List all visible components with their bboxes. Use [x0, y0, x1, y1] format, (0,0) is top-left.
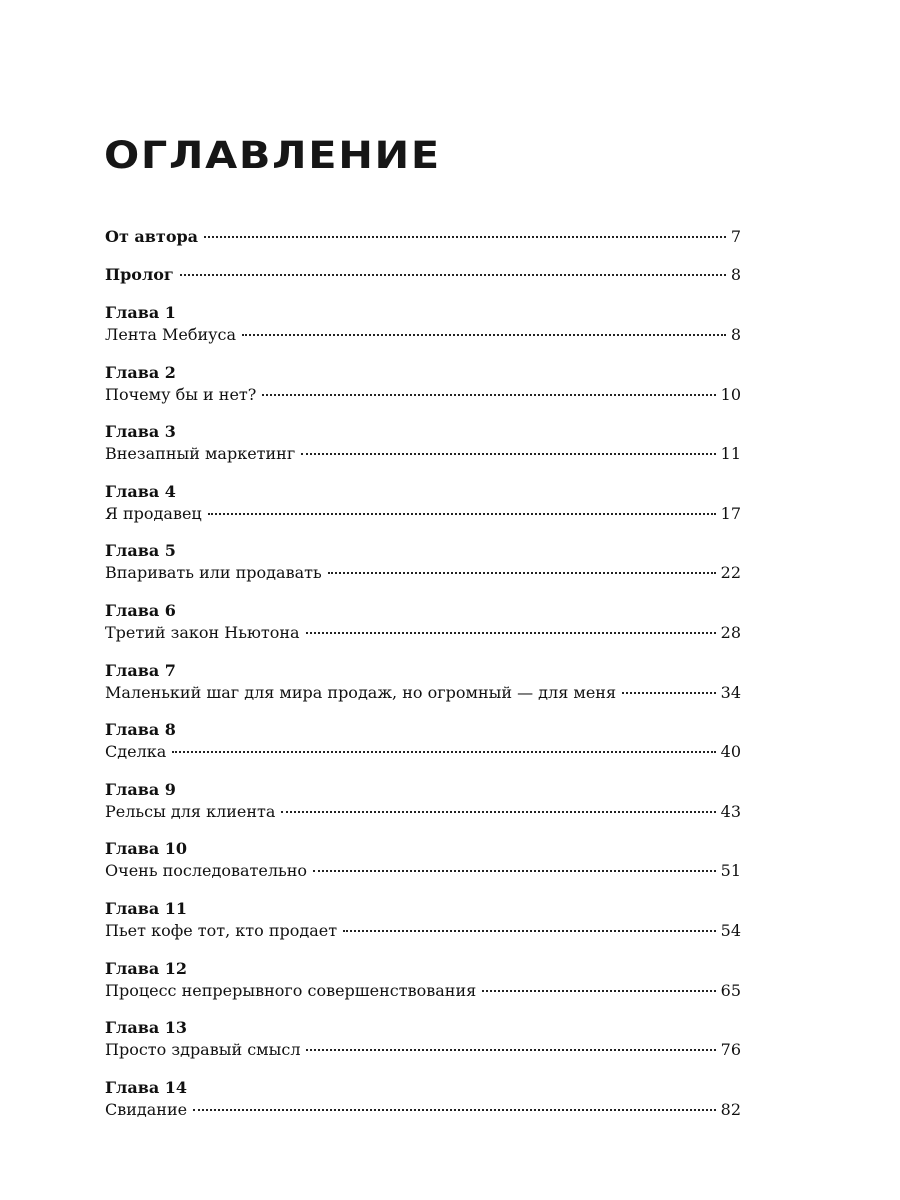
toc-entry-chapter-12 [105, 958, 741, 1018]
toc-entry-title: Процесс непрерывного совершенствования [105, 980, 477, 1000]
toc-page-number: 76 [720, 1040, 741, 1060]
toc-entry-title: Внезапный маркетинг [105, 444, 296, 464]
toc-entry-prologue [105, 264, 741, 302]
toc-page-number: 43 [720, 801, 741, 821]
toc-page-number: 7 [730, 227, 741, 246]
dot-leader [301, 453, 715, 455]
toc-page-number: 17 [720, 503, 741, 523]
toc-entry-chapter-9 [105, 779, 741, 839]
dot-leader [281, 811, 715, 813]
toc-entry-chapter-11 [105, 898, 741, 958]
chapter-label: Глава 2 [105, 362, 176, 382]
dot-leader [193, 1109, 716, 1111]
toc-entry-chapter-14 [105, 1077, 741, 1137]
dot-leader [204, 236, 726, 238]
page-title: ОГЛАВЛЕНИЕ [104, 134, 441, 177]
toc-entry-title: Сделка [105, 742, 167, 762]
toc-entry-chapter-2 [105, 362, 741, 422]
toc-entry-chapter-8 [105, 719, 741, 779]
toc-page-number: 51 [720, 861, 741, 881]
toc-page-number: 8 [730, 265, 741, 284]
toc-page-number: 22 [720, 563, 741, 583]
toc-entry-from-author [105, 226, 741, 264]
chapter-label: Глава 6 [105, 600, 176, 620]
toc-entry-title: Пьет кофе тот, кто продает [105, 920, 338, 940]
chapter-label: Глава 14 [105, 1077, 188, 1097]
dot-leader [328, 572, 716, 574]
chapter-label: Глава 13 [105, 1018, 188, 1038]
chapter-label: Глава 11 [105, 898, 188, 918]
toc-page-number: 34 [720, 682, 741, 702]
toc-entry-title: Рельсы для клиента [105, 801, 276, 821]
toc-entry-title: Пролог [105, 265, 174, 284]
toc-page-number: 11 [720, 444, 741, 464]
toc-entry-title: Маленький шаг для мира продаж, но огромный — для меня [105, 682, 617, 702]
toc-entry-chapter-5 [105, 540, 741, 600]
toc-entry-chapter-10 [105, 838, 741, 898]
toc-page-number: 28 [720, 622, 741, 642]
dot-leader [306, 632, 716, 634]
toc-page-number: 8 [730, 325, 741, 344]
toc-page-number: 65 [720, 980, 741, 1000]
toc-entry-chapter-6 [105, 600, 741, 660]
table-of-contents [105, 226, 741, 1136]
toc-entry-title: Третий закон Ньютона [105, 622, 300, 642]
toc-entry-title: Лента Мебиуса [105, 325, 237, 344]
toc-entry-title: Впаривать или продавать [105, 563, 322, 583]
dot-leader [343, 930, 716, 932]
toc-entry-title: Очень последовательно [105, 861, 308, 881]
toc-entry-title: Просто здравый смысл [105, 1040, 301, 1060]
toc-page-number: 40 [720, 742, 741, 762]
dot-leader [482, 990, 715, 992]
dot-leader [262, 394, 715, 396]
dot-leader [622, 692, 716, 694]
toc-entry-chapter-4 [105, 481, 741, 541]
chapter-label: Глава 4 [105, 481, 176, 501]
chapter-label: Глава 12 [105, 958, 188, 978]
toc-entry-chapter-13 [105, 1017, 741, 1077]
chapter-label: Глава 7 [105, 660, 176, 680]
toc-page-number: 82 [720, 1099, 741, 1119]
chapter-label: Глава 5 [105, 541, 176, 561]
toc-entry-title: От автора [105, 227, 199, 246]
toc-entry-chapter-1 [105, 302, 741, 362]
toc-page-number: 10 [720, 384, 741, 404]
toc-page-number: 54 [720, 920, 741, 940]
dot-leader [313, 870, 716, 872]
toc-entry-title: Свидание [105, 1099, 188, 1119]
toc-entry-title: Почему бы и нет? [105, 384, 257, 404]
dot-leader [180, 274, 726, 276]
dot-leader [242, 334, 726, 336]
toc-entry-chapter-3 [105, 421, 741, 481]
chapter-label: Глава 9 [105, 779, 176, 799]
dot-leader [306, 1049, 715, 1051]
chapter-label: Глава 1 [105, 303, 176, 322]
dot-leader [208, 513, 716, 515]
toc-entry-title: Я продавец [105, 503, 202, 523]
chapter-label: Глава 10 [105, 839, 188, 859]
chapter-label: Глава 8 [105, 720, 176, 740]
dot-leader [172, 751, 715, 753]
chapter-label: Глава 3 [105, 422, 176, 442]
toc-entry-chapter-7 [105, 660, 741, 720]
